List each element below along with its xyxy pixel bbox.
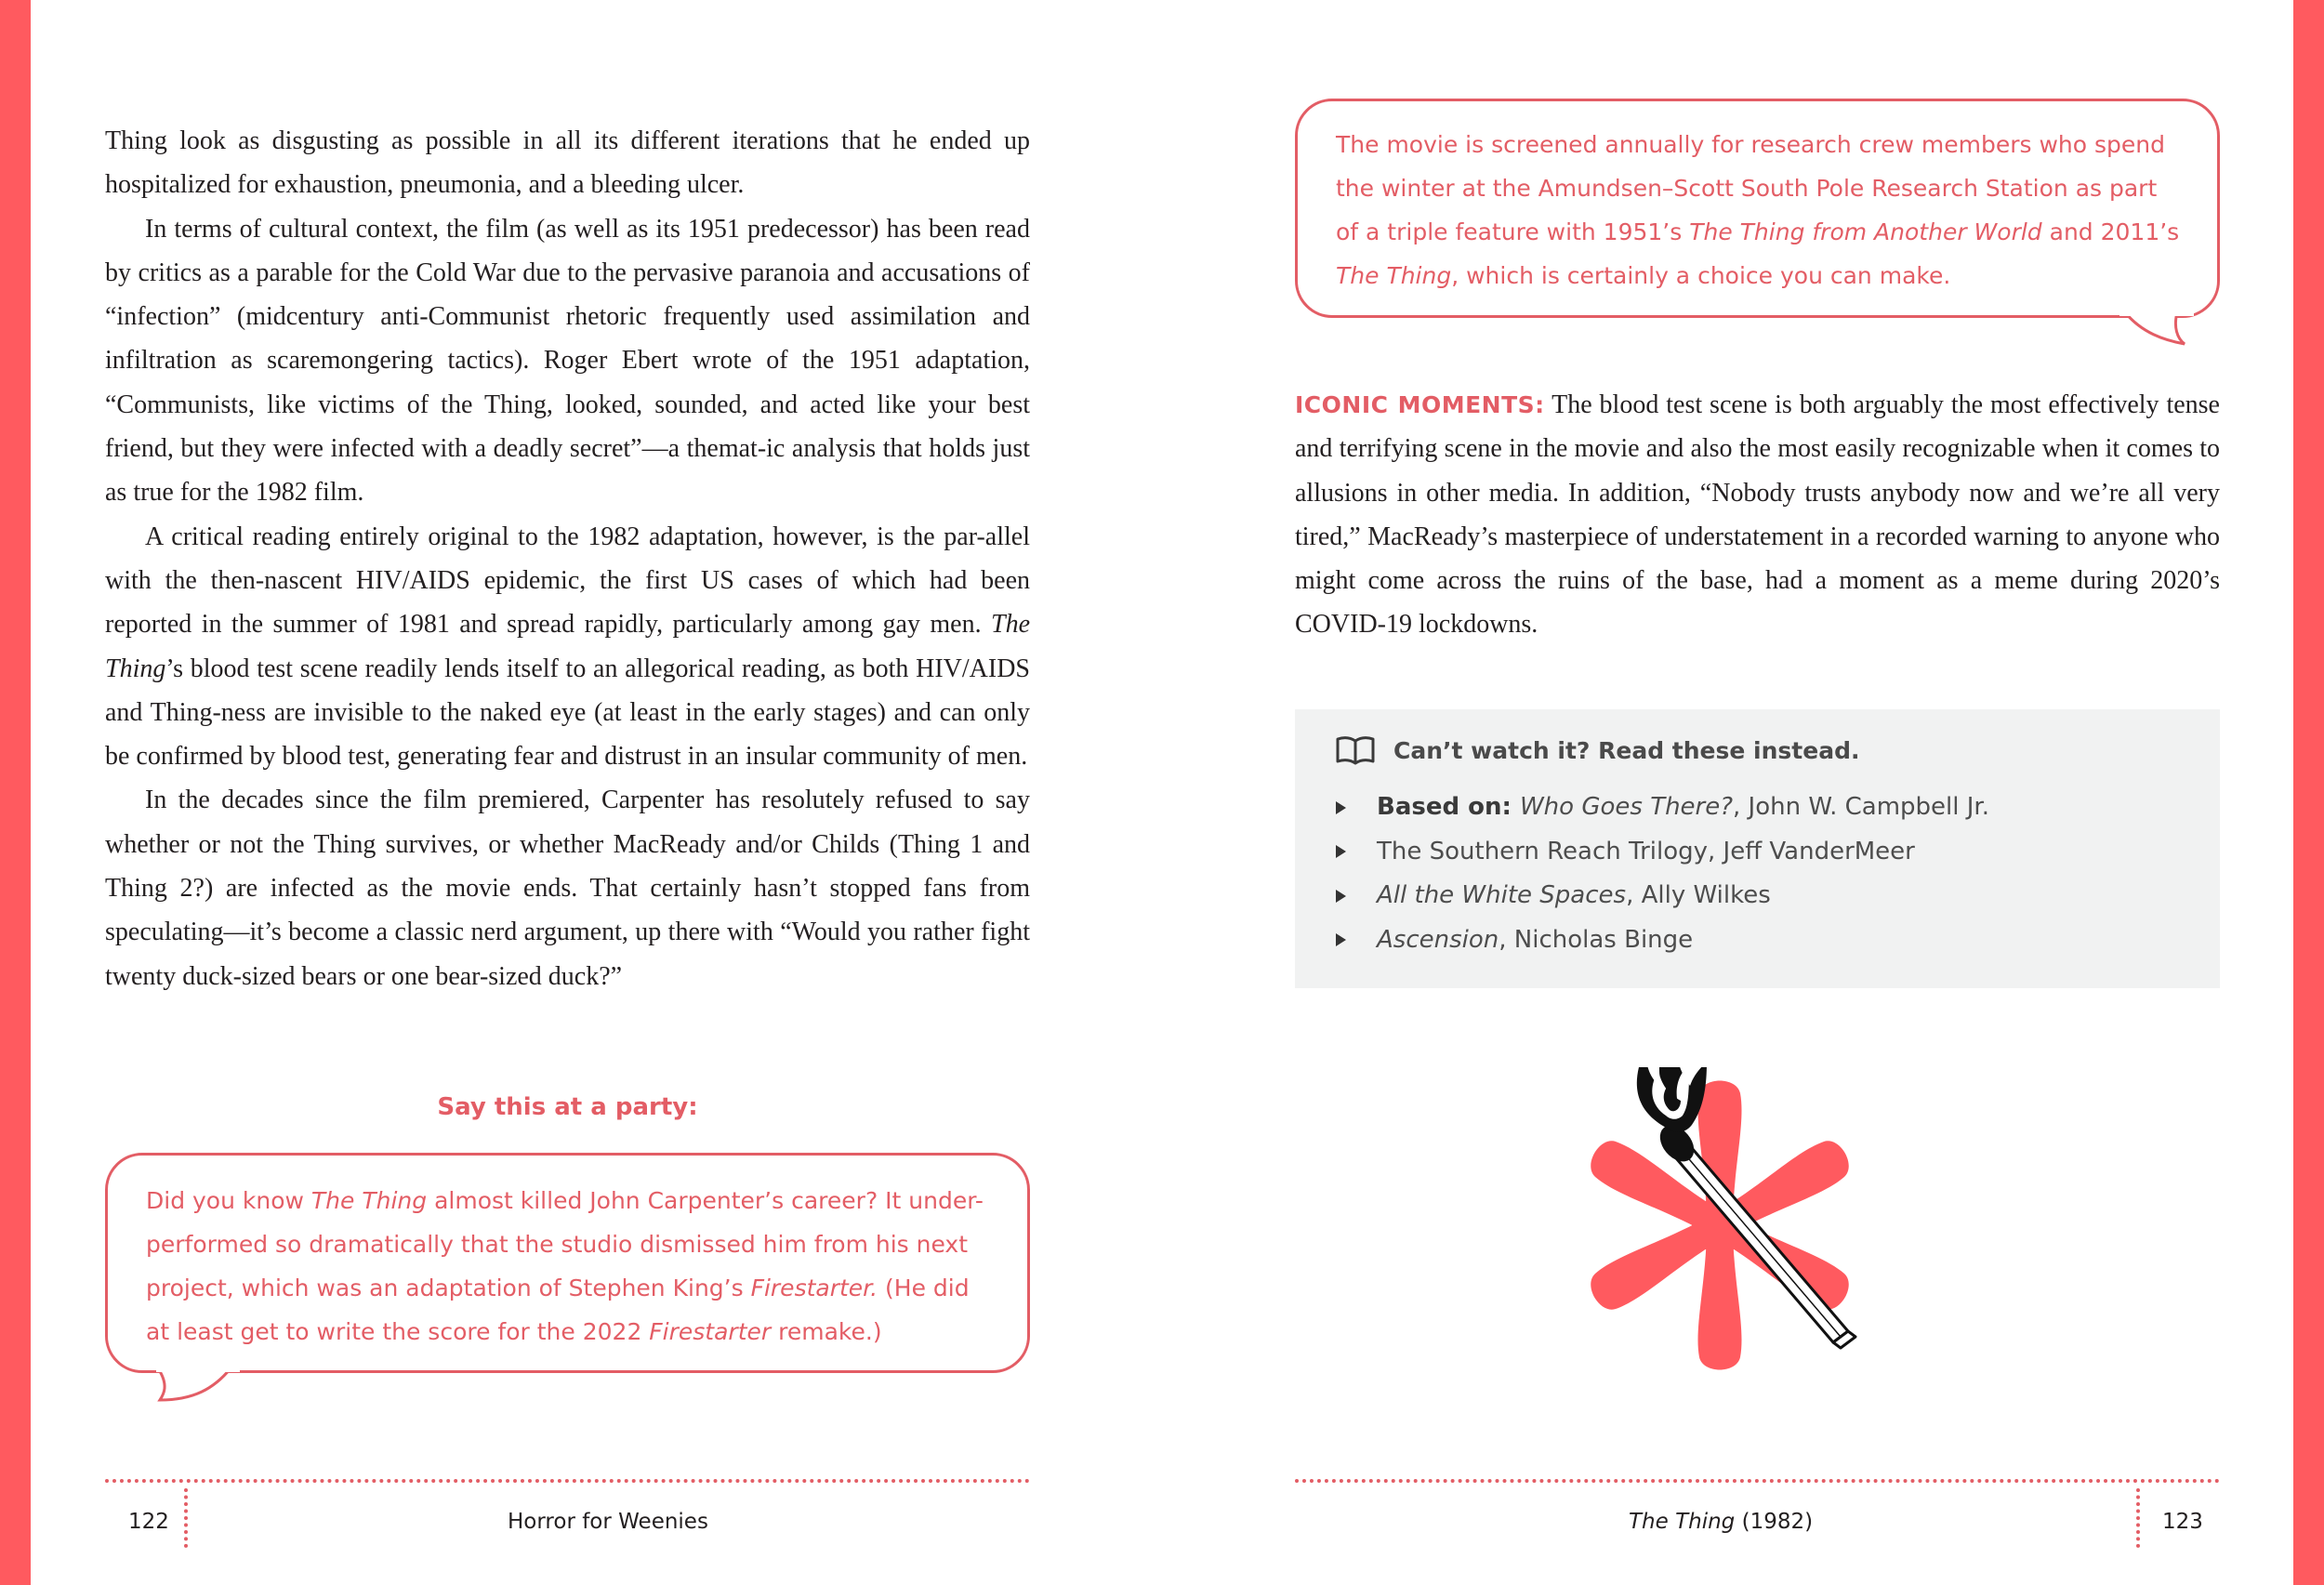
bullet-triangle-icon xyxy=(1336,801,1346,814)
body-paragraph xyxy=(105,778,1030,997)
bullet-triangle-icon xyxy=(1336,890,1346,903)
reading-list-item-segment: Based on: xyxy=(1377,793,1520,821)
body-paragraph-segment: The Thing xyxy=(105,610,1030,683)
body-paragraph xyxy=(105,207,1030,515)
left-running-title: Horror for Weenies xyxy=(508,1510,708,1534)
reading-list-item xyxy=(1336,830,1989,875)
right-footer-rule xyxy=(1295,1479,2220,1483)
left-footer-rule xyxy=(105,1479,1030,1483)
iconic-moments-paragraph xyxy=(1295,383,2220,647)
reading-list-item-segment: , John W. Campbell Jr. xyxy=(1733,793,1989,821)
left-body-text xyxy=(105,119,1030,998)
party-bubble-text-segment: Firestarter xyxy=(649,1318,772,1345)
right-running-title-segment: (1982) xyxy=(1735,1510,1814,1534)
left-edge-band xyxy=(0,0,31,1585)
body-paragraph-segment: Thing look as disgusting as possible in all its different iterations that he ended up hospitalized for exhaustion, pneumonia, and a bleeding ulcer. xyxy=(105,126,1030,200)
left-footer-divider xyxy=(184,1488,188,1548)
reading-suggestions-box xyxy=(1295,709,2220,988)
party-bubble-text xyxy=(146,1179,992,1354)
trivia-bubble-text-segment: The Thing xyxy=(1336,262,1452,289)
trivia-speech-bubble xyxy=(1295,99,2220,318)
reading-list-item-text xyxy=(1377,786,1989,830)
party-bubble-text-segment: The Thing xyxy=(310,1187,428,1214)
reading-list-item-text xyxy=(1377,918,1693,963)
party-bubble-text-segment: Firestarter. xyxy=(750,1275,878,1301)
left-page-number: 122 xyxy=(128,1510,169,1534)
reading-list xyxy=(1336,786,1989,962)
body-paragraph-segment: ’s blood test scene readily lends itself to an allegorical reading, as both HIV/AIDS and Thing-ness are invisible to the naked eye (at least in the early stages) and can only be confirmed by blood test, generating fear and distrust in an insular community of men. xyxy=(105,654,1030,772)
reading-list-item-text xyxy=(1377,830,1915,875)
burning-match-icon xyxy=(1571,1067,1868,1393)
party-bubble-text-segment: almost killed John Carpenter’s career? It under-performed so dramatically that the studio dismissed him from his next project, which was an adaptation of Stephen King’s xyxy=(146,1187,984,1301)
iconic-moments-text: The blood test scene is both arguably the most effectively tense and terrifying scene in the movie and also the most easily recognizable when it comes to allusions in other media. In addition, “Nobody trusts anybody now and we’re all very tired,” MacReady’s masterpiece of understatement in a recorded warning to anyone who might come across the ruins of the base, had a moment as a meme during 2020’s COVID-19 lockdowns. xyxy=(1295,390,2220,640)
trivia-bubble-tail xyxy=(2119,310,2194,350)
iconic-moments-label: ICONIC MOMENTS: xyxy=(1295,391,1545,418)
right-page-number: 123 xyxy=(2162,1510,2203,1534)
trivia-bubble-text-segment: and 2011’s xyxy=(2041,218,2180,245)
trivia-bubble-text-segment: The movie is screened annually for research crew members who spend the winter at the Amundsen–Scott South Pole Research Station as part of a triple feature with 1951’s xyxy=(1336,131,2165,245)
reading-list-item-segment: , Ally Wilkes xyxy=(1626,881,1771,909)
party-bubble-tail xyxy=(156,1367,240,1404)
party-heading: Say this at a party: xyxy=(437,1093,698,1121)
party-bubble-text-segment: Did you know xyxy=(146,1187,311,1214)
body-paragraph xyxy=(105,515,1030,779)
body-paragraph-segment: A critical reading entirely original to the 1982 adaptation, however, is the par-allel with the then-nascent HIV/AIDS epidemic, the first US cases of which had been reported in the summer of 1981 and spread rapidly, particularly among gay men. xyxy=(105,522,1030,640)
right-footer-divider xyxy=(2136,1488,2140,1548)
body-paragraph-segment: In the decades since the film premiered, Carpenter has resolutely refused to say whether or not the Thing survives, or whether MacReady and/or Childs (Thing 1 and Thing 2?) are infected as the movie ends. That certainly hasn’t stopped fans from speculating—it’s become a classic nerd argument, up there with “Would you rather fight twenty duck-sized bears or one bear-sized duck?” xyxy=(105,786,1030,991)
right-running-title-segment: The Thing xyxy=(1629,1510,1736,1534)
reading-list-item-segment: All the White Spaces xyxy=(1377,881,1627,909)
reading-list-item-text xyxy=(1377,874,1771,918)
reading-heading xyxy=(1336,735,1859,765)
body-paragraph-segment: In terms of cultural context, the film (as well as its 1951 predecessor) has been read by critics as a parable for the Cold War due to the pervasive paranoia and accusations of “infection” (midcentury anti-Communist rhetoric frequently used assimilation and infiltration as scaremongering tactics). Roger Ebert wrote of the 1951 adaptation, “Communists, like victims of the Thing, looked, sounded, and acted like your best friend, but they were infected with a deadly secret”—a themat-ic analysis that holds just as true for the 1982 film. xyxy=(105,214,1030,508)
reading-list-item xyxy=(1336,874,1989,918)
right-edge-band xyxy=(2293,0,2324,1585)
reading-list-item-segment: The Southern Reach Trilogy, Jeff VanderMeer xyxy=(1377,837,1915,865)
trivia-bubble-text-segment: The Thing from Another World xyxy=(1689,218,2042,245)
open-book-icon xyxy=(1336,735,1375,765)
flame xyxy=(1637,1067,1707,1132)
party-bubble-text-segment: (He did at least get to write the score for the 2022 xyxy=(146,1275,970,1345)
reading-list-item-segment: , Nicholas Binge xyxy=(1499,925,1694,954)
party-speech-bubble xyxy=(105,1153,1030,1373)
reading-list-item-segment: Ascension xyxy=(1377,925,1499,954)
bullet-triangle-icon xyxy=(1336,845,1346,858)
asterisk-shape xyxy=(1584,1081,1856,1370)
bullet-triangle-icon xyxy=(1336,933,1346,946)
party-bubble-text-segment: remake.) xyxy=(771,1318,882,1345)
trivia-bubble-text-segment: , which is certainly a choice you can make. xyxy=(1451,262,1951,289)
reading-list-item xyxy=(1336,786,1989,830)
body-paragraph xyxy=(105,119,1030,207)
right-running-title xyxy=(1629,1506,1813,1538)
reading-list-item-segment: Who Goes There? xyxy=(1519,793,1734,821)
reading-heading-text: Can’t watch it? Read these instead. xyxy=(1393,736,1860,764)
trivia-bubble-text xyxy=(1336,123,2186,297)
reading-list-item xyxy=(1336,918,1989,963)
